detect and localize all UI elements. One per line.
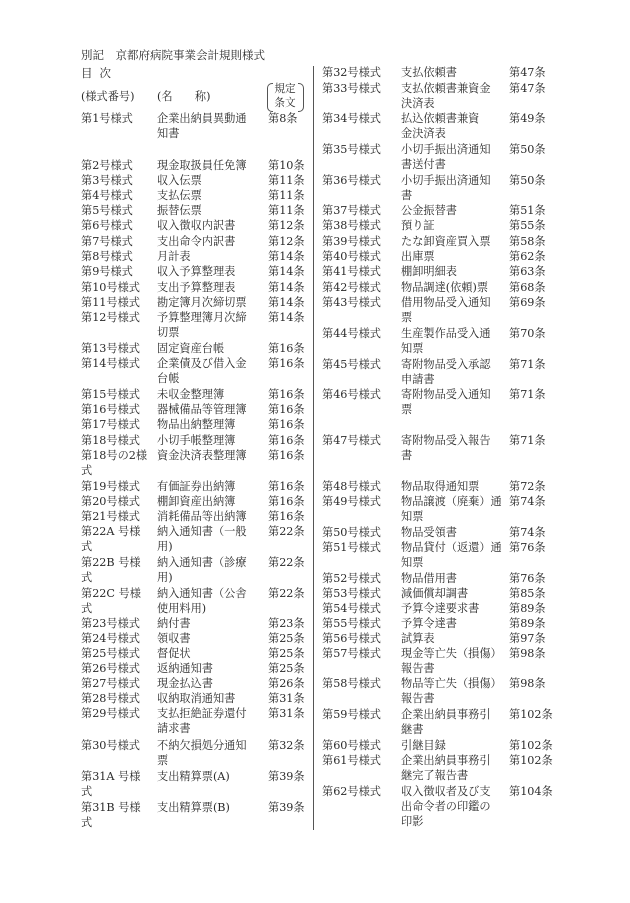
form-number: 第22B 号様 (81, 556, 141, 569)
form-name: 寄附物品受入承認 (401, 358, 491, 371)
form-number: 第2号様式 (81, 159, 133, 172)
form-name: 決済表 (401, 97, 435, 110)
form-name: 出命令者の印鑑の (401, 800, 491, 813)
form-name: 報告書 (401, 662, 435, 675)
form-name: 知書 (157, 127, 180, 140)
document-title: 別記 京都府病院事業会計規則様式 (81, 48, 265, 62)
form-number: 第32号様式 (322, 66, 381, 79)
form-name: 引継目録 (401, 739, 446, 752)
form-name: 物品借用書 (401, 572, 457, 585)
form-name: 知票 (401, 342, 424, 355)
form-number: 第49号様式 (322, 495, 381, 508)
form-name: 知票 (401, 556, 424, 569)
form-article: 第10条 (268, 159, 305, 172)
form-article: 第22条 (268, 587, 305, 600)
form-name: 継書 (401, 723, 424, 736)
form-article: 第39条 (268, 770, 305, 783)
form-name: 小切手帳整理簿 (157, 434, 236, 447)
form-article: 第11条 (268, 189, 305, 202)
form-article: 第76条 (509, 572, 546, 585)
form-number: 第18号様式 (81, 434, 140, 447)
form-name: 有価証券出納簿 (157, 480, 236, 493)
form-name: たな卸資産買入票 (401, 235, 491, 248)
form-article: 第51条 (509, 204, 546, 217)
form-article: 第11条 (268, 204, 305, 217)
form-name: 物品譲渡（廃棄）通 (401, 495, 502, 508)
form-name: 納入通知書（一般 (157, 525, 247, 538)
header-name: (名 称) (157, 90, 211, 103)
form-article: 第25条 (268, 647, 305, 660)
form-article: 第16条 (268, 403, 305, 416)
form-number: 式 (81, 602, 93, 615)
form-number: 第22A 号様 (81, 525, 141, 538)
form-article: 第16条 (268, 357, 305, 370)
form-name: 企業出納員事務引 (401, 754, 491, 767)
form-name: 払込依頼書兼資 (401, 112, 480, 125)
form-number: 第23号様式 (81, 617, 140, 630)
form-number: 第24号様式 (81, 632, 140, 645)
form-name: 預り証 (401, 219, 435, 232)
form-number: 第46号様式 (322, 388, 381, 401)
form-number: 式 (81, 816, 93, 829)
form-article: 第97条 (509, 632, 546, 645)
form-number: 第22C 号様 (81, 587, 141, 600)
form-name: 振替伝票 (157, 204, 202, 217)
header-clause-line1: 規定 (274, 83, 296, 95)
form-number: 第18号の2様 (81, 449, 148, 462)
form-article: 第104条 (509, 785, 553, 798)
form-name: 寄附物品受入報告 (401, 434, 491, 447)
form-number: 第45号様式 (322, 358, 381, 371)
form-article: 第85条 (509, 587, 546, 600)
form-number: 第36号様式 (322, 174, 381, 187)
form-number: 第33号様式 (322, 82, 381, 95)
form-name: 現金等亡失（損傷） (401, 647, 502, 660)
form-number: 第41号様式 (322, 265, 381, 278)
form-number: 第55号様式 (322, 617, 381, 630)
form-article: 第98条 (509, 677, 546, 690)
form-name: 台帳 (157, 372, 180, 385)
form-article: 第14条 (268, 296, 305, 309)
form-number: 第3号様式 (81, 174, 133, 187)
form-number: 第31A 号様 (81, 770, 141, 783)
form-article: 第102条 (509, 754, 553, 767)
form-name: 企業出納員事務引 (401, 708, 491, 721)
form-article: 第71条 (509, 388, 546, 401)
form-number: 第28号様式 (81, 692, 140, 705)
form-name: 資金決済表整理簿 (157, 449, 247, 462)
form-name: 知票 (401, 510, 424, 523)
form-name: 試算表 (401, 632, 435, 645)
form-article: 第14条 (268, 281, 305, 294)
form-name: 収入徴収内訳書 (157, 219, 236, 232)
form-name: 用) (157, 540, 173, 553)
header-form-number: (様式番号) (81, 90, 135, 103)
form-name: 返納通知書 (157, 662, 213, 675)
form-article: 第74条 (509, 526, 546, 539)
form-name: 未収金整理簿 (157, 388, 225, 401)
form-name: 金決済表 (401, 127, 446, 140)
form-article: 第63条 (509, 265, 546, 278)
brace-right (298, 83, 304, 112)
form-name: 物品受領書 (401, 526, 457, 539)
form-name: 現金取扱員任免簿 (157, 159, 247, 172)
form-article: 第25条 (268, 662, 305, 675)
form-name: 棚卸資産出納簿 (157, 495, 236, 508)
form-name: 物品取得通知票 (401, 480, 480, 493)
form-number: 第14号様式 (81, 357, 140, 370)
form-number: 第19号様式 (81, 480, 140, 493)
form-article: 第32条 (268, 739, 305, 752)
form-article: 第39条 (268, 801, 305, 814)
form-name: 支払依頼書 (401, 66, 457, 79)
form-article: 第70条 (509, 327, 546, 340)
form-name: 物品等亡失（損傷） (401, 677, 502, 690)
form-number: 第1号様式 (81, 112, 133, 125)
form-article: 第102条 (509, 708, 553, 721)
form-name: 生産製作品受入通 (401, 327, 491, 340)
form-article: 第71条 (509, 358, 546, 371)
form-article: 第8条 (268, 112, 298, 125)
form-name: 棚卸明細表 (401, 265, 457, 278)
form-number: 第61号様式 (322, 754, 381, 767)
form-name: 公金振替書 (401, 204, 457, 217)
form-name: 支出精算票(A) (157, 770, 230, 783)
form-number: 第48号様式 (322, 480, 381, 493)
form-article: 第89条 (509, 602, 546, 615)
form-name: 書 (401, 189, 413, 202)
form-name: 督促状 (157, 647, 191, 660)
form-name: 支払依頼書兼資金 (401, 82, 491, 95)
form-article: 第76条 (509, 541, 546, 554)
form-article: 第55条 (509, 219, 546, 232)
form-number: 第11号様式 (81, 296, 140, 309)
form-number: 第54号様式 (322, 602, 381, 615)
form-number: 第52号様式 (322, 572, 381, 585)
form-number: 第26号様式 (81, 662, 140, 675)
form-name: 予算整理簿月次締 (157, 311, 247, 324)
form-name: 寄附物品受入通知 (401, 388, 491, 401)
form-number: 第21号様式 (81, 510, 140, 523)
form-number: 第29号様式 (81, 707, 140, 720)
form-article: 第11条 (268, 174, 305, 187)
form-number: 式 (81, 540, 93, 553)
form-name: 書送付書 (401, 158, 446, 171)
form-article: 第14条 (268, 250, 305, 263)
form-name: 支出命令内訳書 (157, 235, 236, 248)
form-article: 第22条 (268, 556, 305, 569)
form-name: 使用料用) (157, 602, 207, 615)
form-article: 第62条 (509, 250, 546, 263)
column-divider (313, 66, 314, 830)
form-number: 第15号様式 (81, 388, 140, 401)
form-article: 第16条 (268, 480, 305, 493)
form-number: 式 (81, 571, 93, 584)
form-article: 第25条 (268, 632, 305, 645)
form-number: 第62号様式 (322, 785, 381, 798)
form-article: 第16条 (268, 510, 305, 523)
form-number: 第9号様式 (81, 265, 133, 278)
form-name: 票 (401, 311, 413, 324)
form-name: 器械備品等管理簿 (157, 403, 247, 416)
form-article: 第14条 (268, 311, 305, 324)
form-article: 第16条 (268, 388, 305, 401)
form-number: 第4号様式 (81, 189, 133, 202)
form-name: 支出精算票(B) (157, 801, 230, 814)
toc-heading: 目次 (81, 66, 118, 80)
form-number: 第30号様式 (81, 739, 140, 752)
form-article: 第14条 (268, 265, 305, 278)
form-number: 第5号様式 (81, 204, 133, 217)
form-name: 支出予算整理表 (157, 281, 236, 294)
form-name: 印影 (401, 815, 424, 828)
form-number: 第50号様式 (322, 526, 381, 539)
header-clause-line2: 条文 (274, 97, 296, 109)
form-article: 第49条 (509, 112, 546, 125)
form-article: 第74条 (509, 495, 546, 508)
form-number: 第8号様式 (81, 250, 133, 263)
form-name: 物品出納整理簿 (157, 418, 236, 431)
form-article: 第50条 (509, 174, 546, 187)
form-article: 第50条 (509, 143, 546, 156)
form-name: 収納取消通知書 (157, 692, 236, 705)
form-name: 企業債及び借入金 (157, 357, 247, 370)
form-name: 減価償却調書 (401, 587, 469, 600)
form-article: 第16条 (268, 418, 305, 431)
form-name: 収入予算整理表 (157, 265, 236, 278)
form-number: 第58号様式 (322, 677, 381, 690)
form-number: 式 (81, 785, 93, 798)
form-name: 小切手振出済通知 (401, 143, 491, 156)
form-article: 第31条 (268, 692, 305, 705)
form-number: 第37号様式 (322, 204, 381, 217)
form-name: 勘定簿月次締切票 (157, 296, 247, 309)
form-number: 第47号様式 (322, 434, 381, 447)
form-name: 収入徴収者及び支 (401, 785, 491, 798)
form-name: 物品調達(依頼)票 (401, 281, 489, 294)
form-article: 第31条 (268, 707, 305, 720)
form-article: 第16条 (268, 495, 305, 508)
form-name: 予算令達要求書 (401, 602, 480, 615)
form-name: 出庫票 (401, 250, 435, 263)
form-article: 第98条 (509, 647, 546, 660)
form-article: 第102条 (509, 739, 553, 752)
form-name: 切票 (157, 326, 180, 339)
form-name: 月計表 (157, 250, 191, 263)
form-name: 票 (157, 754, 169, 767)
form-number: 第44号様式 (322, 327, 381, 340)
form-number: 第6号様式 (81, 219, 133, 232)
form-number: 第51号様式 (322, 541, 381, 554)
form-name: 領収書 (157, 632, 191, 645)
form-name: 不納欠損処分通知 (157, 739, 247, 752)
form-name: 現金払込書 (157, 677, 213, 690)
form-number: 第25号様式 (81, 647, 140, 660)
form-name: 納付書 (157, 617, 191, 630)
form-number: 式 (81, 464, 93, 477)
form-number: 第60号様式 (322, 739, 381, 752)
form-article: 第58条 (509, 235, 546, 248)
form-name: 物品貸付（返還）通 (401, 541, 502, 554)
form-article: 第26条 (268, 677, 305, 690)
form-number: 第20号様式 (81, 495, 140, 508)
form-name: 支払伝票 (157, 189, 202, 202)
form-number: 第13号様式 (81, 342, 140, 355)
form-number: 第53号様式 (322, 587, 381, 600)
form-name: 固定資産台帳 (157, 342, 225, 355)
form-number: 第31B 号様 (81, 801, 141, 814)
form-number: 第12号様式 (81, 311, 140, 324)
form-article: 第16条 (268, 342, 305, 355)
form-number: 第17号様式 (81, 418, 140, 431)
form-article: 第12条 (268, 235, 305, 248)
form-name: 企業出納員異動通 (157, 112, 247, 125)
form-article: 第72条 (509, 480, 546, 493)
form-article: 第47条 (509, 82, 546, 95)
form-name: 票 (401, 403, 413, 416)
form-article: 第22条 (268, 525, 305, 538)
form-article: 第68条 (509, 281, 546, 294)
form-article: 第16条 (268, 449, 305, 462)
form-number: 第42号様式 (322, 281, 381, 294)
form-name: 納入通知書（診療 (157, 556, 247, 569)
form-number: 第7号様式 (81, 235, 133, 248)
form-article: 第71条 (509, 434, 546, 447)
form-article: 第89条 (509, 617, 546, 630)
form-number: 第35号様式 (322, 143, 381, 156)
form-name: 支払拒絶証券還付 (157, 707, 247, 720)
form-number: 第57号様式 (322, 647, 381, 660)
form-number: 第43号様式 (322, 296, 381, 309)
form-number: 第40号様式 (322, 250, 381, 263)
form-article: 第16条 (268, 434, 305, 447)
form-article: 第69条 (509, 296, 546, 309)
form-number: 第16号様式 (81, 403, 140, 416)
form-name: 請求書 (157, 722, 191, 735)
header-clause (269, 82, 301, 111)
form-number: 第34号様式 (322, 112, 381, 125)
form-name: 書 (401, 449, 413, 462)
form-name: 報告書 (401, 692, 435, 705)
form-name: 予算令達書 (401, 617, 457, 630)
form-name: 納入通知書（公舎 (157, 587, 247, 600)
form-name: 申請書 (401, 373, 435, 386)
form-number: 第27号様式 (81, 677, 140, 690)
form-number: 第39号様式 (322, 235, 381, 248)
form-number: 第59号様式 (322, 708, 381, 721)
form-number: 第56号様式 (322, 632, 381, 645)
form-name: 消耗備品等出納簿 (157, 510, 247, 523)
form-article: 第23条 (268, 617, 305, 630)
form-name: 小切手振出済通知 (401, 174, 491, 187)
form-number: 第10号様式 (81, 281, 140, 294)
form-name: 用) (157, 571, 173, 584)
form-name: 借用物品受入通知 (401, 296, 491, 309)
form-article: 第12条 (268, 219, 305, 232)
form-name: 収入伝票 (157, 174, 202, 187)
form-number: 第38号様式 (322, 219, 381, 232)
form-article: 第47条 (509, 66, 546, 79)
form-name: 継完了報告書 (401, 769, 469, 782)
